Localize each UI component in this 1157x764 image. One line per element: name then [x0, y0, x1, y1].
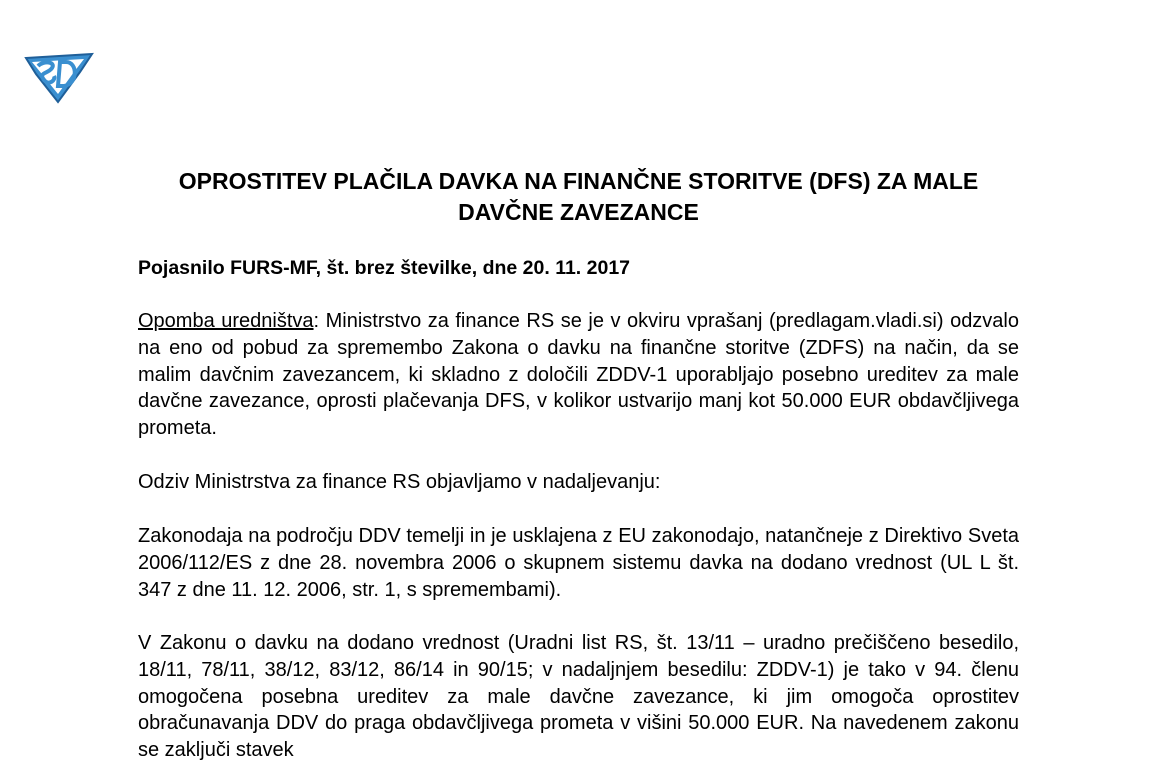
body-paragraph-2: V Zakonu o davku na dodano vrednost (Uradni list RS, št. 13/11 – uradno prečiščeno besedilo, 18/11, 78/11, 38/12, 83/12, 86/14 in 90/15; v nadaljnjem besedilu: ZDDV-1) je tako v 94. členu omogočena posebna ureditev za male davčne zavezance, ki jim omogoča oprostitev obračunavanja DDV do praga obdavčljivega prometa v višini 50.000 EUR. Na navedenem zakonu se zaključi stavek	[138, 632, 1019, 762]
body-paragraph-1: Zakonodaja na področju DDV temelji in je usklajena z EU zakonodajo, natančneje z Direktivo Sveta 2006/112/ES z dne 28. novembra 2006 o skupnem sistemu davka na dodano vrednost (UL L št. 347 z dne 11. 12. 2006, str. 1, s spremembami).	[138, 525, 1019, 601]
document-title: OPROSTITEV PLAČILA DAVKA NA FINANČNE STORITVE (DFS) ZA MALE DAVČNE ZAVEZANCE	[178, 168, 979, 225]
editorial-note-label: Opomba uredništva	[138, 310, 314, 332]
editorial-note	[138, 308, 1019, 442]
document-subtitle: Pojasnilo FURS-MF, št. brez številke, dne 20. 11. 2017	[138, 257, 631, 279]
sd-shield-logo	[22, 50, 96, 104]
editorial-note-text: : Ministrstvo za finance RS se je v okviru vprašanj (predlagam.vladi.si) odzvalo na eno od pobud za spremembo Zakona o davku na finančne storitve (ZDFS) na način, da se malim davčnim zavezancem, ki skladno z določili ZDDV-1 uporabljajo posebno ureditev za male davčne zavezance, oprosti plačevanja DFS, v kolikor ustvarijo manj kot 50.000 EUR obdavčljivega prometa.	[138, 310, 1019, 440]
intro-paragraph: Odziv Ministrstva za finance RS objavljamo v nadaljevanju:	[138, 471, 661, 493]
